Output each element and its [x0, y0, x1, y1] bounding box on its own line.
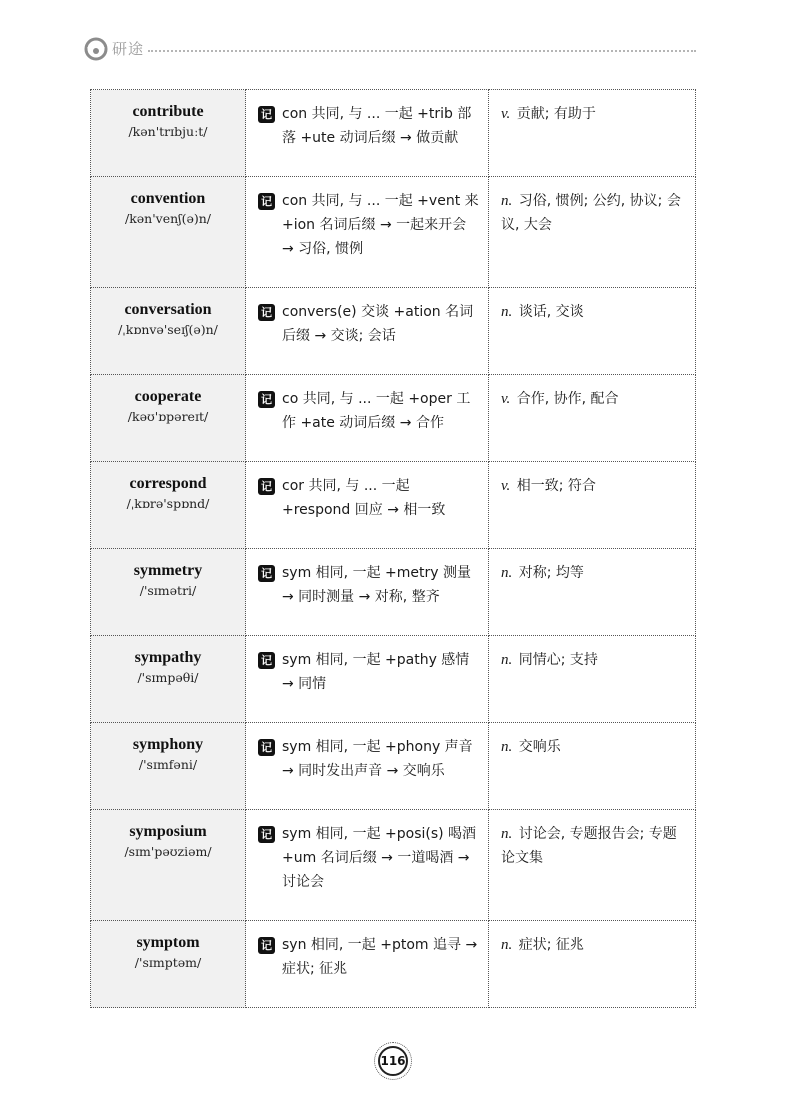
- mnemonic-text: syn 相同, 一起 +ptom 追寻 → 症状; 征兆: [282, 937, 478, 977]
- part-of-speech: n.: [501, 193, 513, 209]
- mnemonic-cell: [246, 375, 489, 462]
- vocab-row: [91, 549, 696, 636]
- definition-cell: [489, 375, 696, 462]
- mnemonic-badge-icon: 记: [258, 826, 275, 843]
- page-header: [84, 34, 696, 64]
- mnemonic-badge-icon: 记: [258, 739, 275, 756]
- word-cell: [91, 549, 246, 636]
- definition-text: 症状; 征兆: [518, 937, 584, 953]
- definition-text: 合作, 协作, 配合: [516, 391, 619, 407]
- definition-cell: [489, 549, 696, 636]
- part-of-speech: n.: [501, 826, 513, 842]
- vocab-row: [91, 177, 696, 288]
- mnemonic-text: con 共同, 与 ... 一起 +trib 部落 +ute 动词后缀 → 做贡献: [282, 106, 472, 146]
- vocab-row: [91, 90, 696, 177]
- part-of-speech: n.: [501, 739, 513, 755]
- headword: cooperate: [134, 388, 202, 405]
- mnemonic-cell: [246, 636, 489, 723]
- mnemonic-badge-icon: 记: [258, 391, 275, 408]
- vocab-row: [91, 810, 696, 921]
- brand-name: 研途: [112, 40, 145, 58]
- headword: sympathy: [134, 649, 202, 666]
- part-of-speech: n.: [501, 652, 513, 668]
- mnemonic-cell: [246, 177, 489, 288]
- mnemonic-cell: [246, 810, 489, 921]
- phonetic: /kən'venʃ(ə)n/: [125, 211, 211, 226]
- phonetic: /ˌkɒnvə'seɪʃ(ə)n/: [118, 322, 218, 337]
- definition-cell: [489, 810, 696, 921]
- phonetic: /'sɪmfəni/: [138, 757, 198, 772]
- headword: correspond: [129, 475, 207, 492]
- word-cell: [91, 90, 246, 177]
- headword: symmetry: [133, 562, 203, 579]
- definition-text: 习俗, 惯例; 公约, 协议; 会议, 大会: [501, 193, 681, 233]
- definition-cell: [489, 921, 696, 1008]
- part-of-speech: n.: [501, 565, 513, 581]
- definition-cell: [489, 177, 696, 288]
- vocab-row: [91, 462, 696, 549]
- headword: conversation: [124, 301, 212, 318]
- phonetic: /ˌkɒrə'spɒnd/: [126, 496, 210, 511]
- mnemonic-text: convers(e) 交谈 +ation 名词后缀 → 交谈; 会话: [282, 304, 474, 344]
- phonetic: /'sɪmptəm/: [134, 955, 202, 970]
- headword: symptom: [136, 934, 200, 951]
- header-divider: [148, 50, 696, 52]
- mnemonic-badge-icon: 记: [258, 193, 275, 210]
- definition-text: 谈话, 交谈: [518, 304, 584, 320]
- mnemonic-cell: [246, 462, 489, 549]
- part-of-speech: n.: [501, 937, 513, 953]
- word-cell: [91, 177, 246, 288]
- mnemonic-text: sym 相同, 一起 +posi(s) 喝酒 +um 名词后缀 → 一道喝酒 → 讨论会: [282, 826, 477, 890]
- part-of-speech: v.: [501, 106, 511, 122]
- mnemonic-text: cor 共同, 与 ... 一起 +respond 回应 → 相一致: [282, 478, 446, 518]
- mnemonic-badge-icon: 记: [258, 565, 275, 582]
- mnemonic-text: co 共同, 与 ... 一起 +oper 工作 +ate 动词后缀 → 合作: [282, 391, 471, 431]
- mnemonic-text: sym 相同, 一起 +pathy 感情 → 同情: [282, 652, 470, 692]
- headword: convention: [130, 190, 206, 207]
- mnemonic-badge-icon: 记: [258, 652, 275, 669]
- part-of-speech: v.: [501, 391, 511, 407]
- definition-cell: [489, 723, 696, 810]
- definition-cell: [489, 636, 696, 723]
- headword: contribute: [132, 103, 204, 120]
- definition-text: 相一致; 符合: [516, 478, 596, 494]
- vocab-row: [91, 288, 696, 375]
- mnemonic-text: sym 相同, 一起 +metry 测量 → 同时测量 → 对称, 整齐: [282, 565, 471, 605]
- mnemonic-badge-icon: 记: [258, 304, 275, 321]
- mnemonic-cell: [246, 921, 489, 1008]
- definition-cell: [489, 90, 696, 177]
- mnemonic-cell: [246, 288, 489, 375]
- mnemonic-badge-icon: 记: [258, 937, 275, 954]
- definition-text: 对称; 均等: [518, 565, 584, 581]
- phonetic: /'sɪmətri/: [139, 583, 197, 598]
- definition-text: 贡献; 有助于: [516, 106, 596, 122]
- definition-cell: [489, 288, 696, 375]
- vocabulary-table: [90, 89, 696, 1008]
- definition-text: 讨论会, 专题报告会; 专题论文集: [501, 826, 677, 866]
- word-cell: [91, 723, 246, 810]
- brand-logo-icon: [84, 37, 108, 61]
- vocab-row: [91, 636, 696, 723]
- phonetic: /'sɪmpəθi/: [137, 670, 199, 685]
- word-cell: [91, 810, 246, 921]
- vocab-row: [91, 921, 696, 1008]
- mnemonic-badge-icon: 记: [258, 478, 275, 495]
- phonetic: /kəʊ'ɒpəreɪt/: [127, 409, 209, 424]
- vocab-row: [91, 723, 696, 810]
- phonetic: /kən'trɪbjuːt/: [128, 124, 208, 139]
- mnemonic-text: sym 相同, 一起 +phony 声音 → 同时发出声音 → 交响乐: [282, 739, 473, 779]
- word-cell: [91, 921, 246, 1008]
- definition-text: 交响乐: [518, 739, 561, 755]
- mnemonic-cell: [246, 90, 489, 177]
- mnemonic-badge-icon: 记: [258, 106, 275, 123]
- definition-text: 同情心; 支持: [518, 652, 598, 668]
- word-cell: [91, 636, 246, 723]
- phonetic: /sɪm'pəʊziəm/: [124, 844, 212, 859]
- mnemonic-text: con 共同, 与 ... 一起 +vent 来 +ion 名词后缀 → 一起来开会 → 习俗, 惯例: [282, 193, 479, 257]
- mnemonic-cell: [246, 549, 489, 636]
- headword: symphony: [132, 736, 204, 753]
- part-of-speech: v.: [501, 478, 511, 494]
- mnemonic-cell: [246, 723, 489, 810]
- definition-cell: [489, 462, 696, 549]
- page-number: 116: [378, 1046, 408, 1076]
- headword: symposium: [129, 823, 207, 840]
- vocab-row: [91, 375, 696, 462]
- word-cell: [91, 462, 246, 549]
- word-cell: [91, 375, 246, 462]
- part-of-speech: n.: [501, 304, 513, 320]
- word-cell: [91, 288, 246, 375]
